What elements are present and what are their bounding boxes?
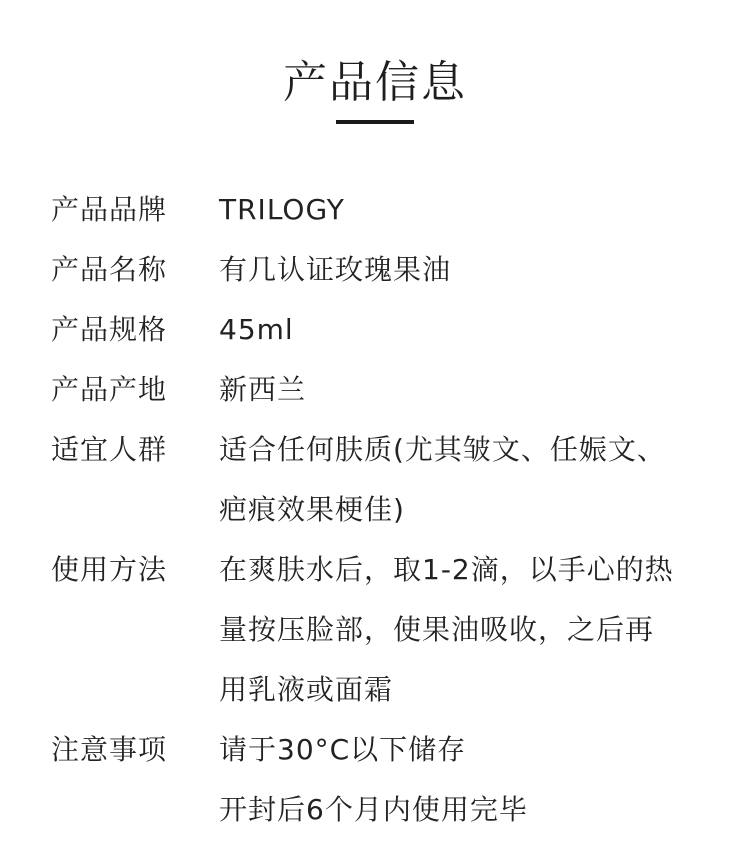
notes-value-line-2: 开封后6个月内使用完毕 (219, 793, 528, 826)
name-value (219, 240, 721, 300)
spec-value-line: 45ml (219, 313, 294, 346)
usage-value-line-2: 量按压脸部，使果油吸收，之后再 (219, 613, 655, 646)
usage-value-line-1: 在爽肤水后，取1-2滴，以手心的热 (219, 553, 674, 586)
info-row-usage (51, 540, 721, 720)
notes-value (219, 720, 721, 840)
info-row-brand (51, 180, 721, 240)
suitable-value-line-2: 疤痕效果梗佳) (219, 493, 405, 526)
info-row-notes (51, 720, 721, 840)
spec-value (219, 300, 721, 360)
suitable-value (219, 420, 721, 540)
info-row-name (51, 240, 721, 300)
brand-value (219, 180, 721, 240)
suitable-value-line-1: 适合任何肤质(尤其皱文、任娠文、 (219, 433, 666, 466)
suitable-label: 适宜人群 (51, 433, 168, 466)
origin-label: 产品产地 (51, 373, 168, 406)
spec-label: 产品规格 (51, 313, 168, 346)
info-row-suitable (51, 420, 721, 540)
page-title: 产品信息 (283, 57, 467, 108)
title-underline (336, 120, 414, 124)
usage-value-line-3: 用乳液或面霜 (219, 673, 394, 706)
info-row-origin (51, 360, 721, 420)
notes-value-line-1: 请于30°C以下储存 (219, 733, 467, 766)
origin-value-line: 新西兰 (219, 373, 307, 406)
brand-label: 产品品牌 (51, 193, 168, 226)
notes-label: 注意事项 (51, 733, 168, 766)
brand-value-line: TRILOGY (219, 193, 345, 226)
usage-label: 使用方法 (51, 553, 168, 586)
name-value-line: 有几认证玫瑰果油 (219, 253, 452, 286)
product-info-table (51, 180, 721, 840)
origin-value (219, 360, 721, 420)
usage-value (219, 540, 721, 720)
info-row-spec (51, 300, 721, 360)
name-label: 产品名称 (51, 253, 168, 286)
